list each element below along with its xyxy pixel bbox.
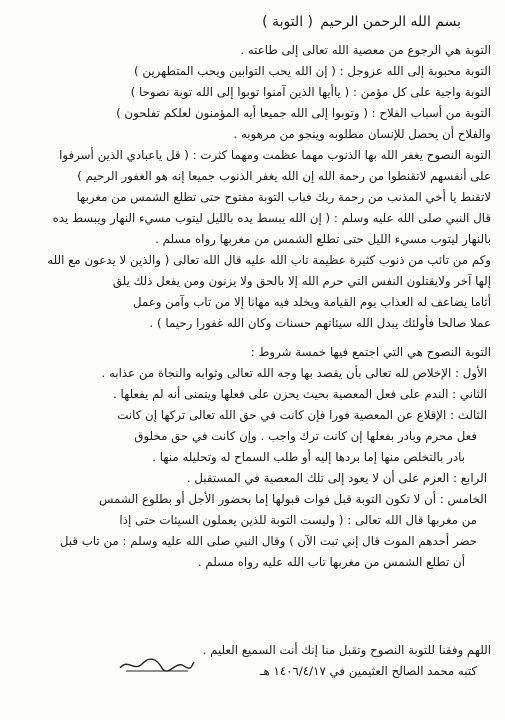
author-date: كتبه محمد الصالح العثيمين في ١٤٠٦/٤/١٧ هـ [260, 664, 477, 678]
condition-1: الأول : الإخلاص لله تعالى بأن يقصد بها وجه الله تعالى وثوابه والنجاة من عذابه . [101, 366, 487, 380]
paragraph-gap [16, 334, 491, 342]
text-line: حضر أحدهم الموت قال إني تبت الآن ) وقال النبي صلى الله عليه وسلم : من تاب قبل [59, 534, 477, 548]
text-line: إلها آخر ولايقتلون النفس التي حرم الله إلا بالحق ولا يزنون ومن يفعل ذلك يلق [112, 274, 491, 288]
text-line: قال النبي صلى الله عليه وسلم : ( إن الله يبسط يده بالليل ليتوب مسيء النهار ويبسط يده [52, 211, 491, 225]
body-text [16, 40, 491, 573]
text-line: أن تطلع الشمس من مغربها تاب الله عليه رواه مسلم . [197, 555, 465, 569]
condition-3: الثالث : الإقلاع عن المعصية فورا فإن كانت في حق الله تعالى تركها إن كانت [117, 408, 487, 422]
text-line: بالنهار ليتوب مسيء الليل حتى تطلع الشمس من مغربها رواه مسلم . [155, 232, 491, 246]
text-line: على أنفسهم لاتقنطوا من رحمة الله إن الله يغفر الذنوب جميعا إنه هو الغفور الرحيم ) [77, 169, 491, 183]
text-line: وكم من تائب من ذنوب كثيرة عظيمة تاب الله عليه قال الله تعالى ( والذين لا يدعون مع الله [47, 253, 491, 267]
condition-2: الثاني : الندم على فعل المعصية بحيث يحزن على فعلها ويتمنى أنه لم يفعلها . [113, 387, 487, 401]
text-line: التوبة هي الرجوع من معصية الله تعالى إلى طاعته . [240, 43, 491, 57]
text-line: التوبة من أسباب الفلاح : ( وتوبوا إلى الله جميعا أيه المؤمنون لعلكم تفلحون ) [116, 106, 491, 120]
text-line: فعل محرم وبادر بفعلها إن كانت ترك واجب . وإن كانت في حق مخلوق [134, 429, 477, 443]
condition-5: الخامس : أن لا تكون التوبة قبل فوات قبولها إما بحضور الأجل أو بطلوع الشمس [98, 492, 487, 506]
text-line: بادر بالتخلص منها إما بردها إليه أو طلب السماح له وتحليله منها . [152, 450, 465, 464]
closing [16, 640, 491, 682]
text-line: عملا صالحا فأولئك يبدل الله سيئاتهم حسنات وكان الله غفورا رحيما ) . [149, 316, 491, 330]
text-line: من مغربها قال الله تعالى : ( وليست التوبة للذين يعملون السيئات حتى إذا [119, 513, 477, 527]
condition-4: الرابع : العزم على أن لا يعود إلى تلك المعصية في المستقبل . [186, 471, 487, 485]
section-heading: التوبة النصوح هي التي اجتمع فيها خمسة شروط : [250, 345, 491, 359]
basmala: بسم الله الرحمن الرحيم [320, 14, 461, 30]
text-line: التوبة واجبة على كل مؤمن : ( ياأيها الذين آمنوا توبوا إلى الله توبة نصوحا ) [130, 85, 491, 99]
header [0, 14, 505, 36]
text-line: التوبة محبوبة إلى الله عزوجل : ( إن الله يحب التوابين ويحب المتطهرين ) [133, 64, 491, 78]
text-line: أثاما يضاعف له العذاب يوم القيامة ويخلد فيه مهانا إلا من تاب وآمن وعمل [132, 295, 491, 309]
closing-prayer: اللهم وفقنا للتوبة النصوح وتقبل منا إنك أنت السميع العليم . [202, 643, 491, 657]
text-line: لاتقنط يا أخي المذنب من رحمة ربك فباب التوبة مفتوح حتى تطلع الشمس من مغربها [76, 190, 491, 204]
text-line: والفلاح أن يحصل للإنسان مطلوبه وينجو من مرهوبه . [233, 127, 491, 141]
text-line: التوبة النصوح يغفر الله بها الذنوب مهما عظمت ومهما كثرت : ( قل ياعبادي الذين أسرفوا [59, 148, 491, 162]
signature-icon [118, 654, 196, 676]
page-title: ( التوبة ) [262, 14, 313, 30]
